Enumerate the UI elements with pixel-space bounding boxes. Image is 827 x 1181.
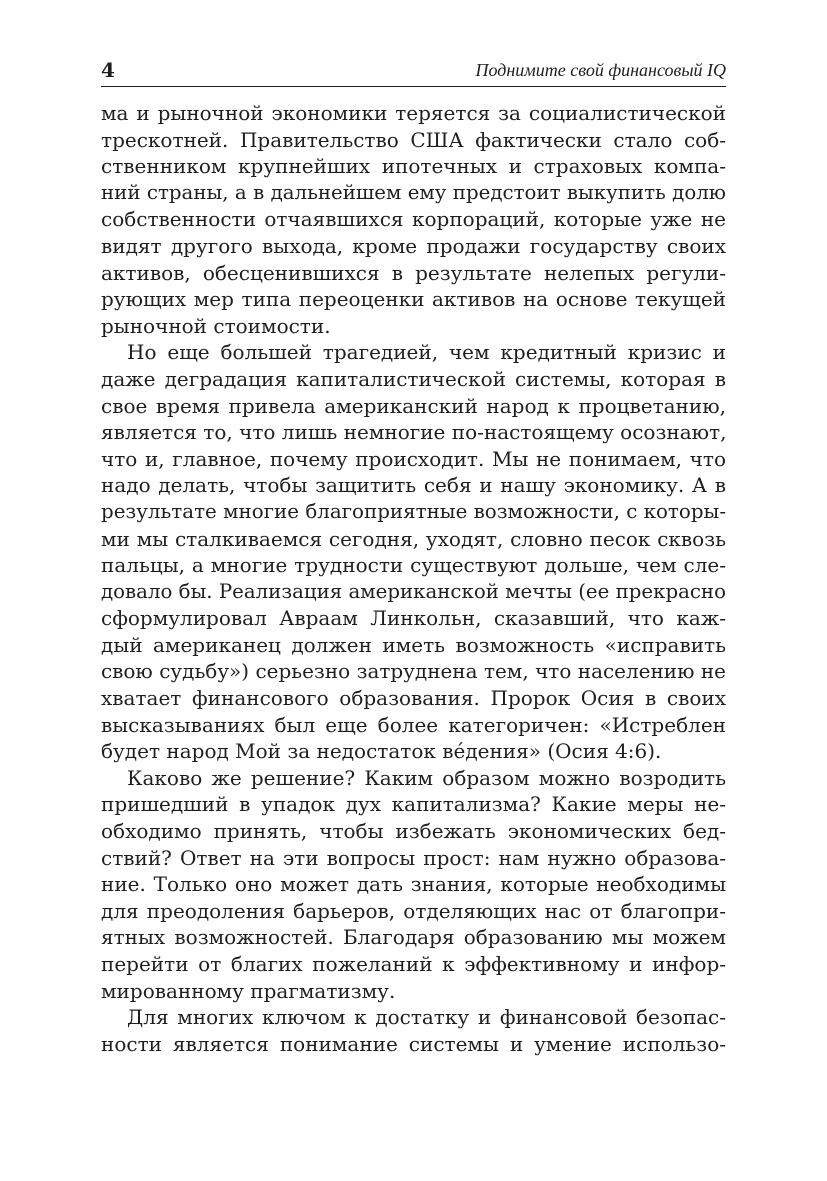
paragraph [101, 1004, 726, 1057]
text-line: дый американец должен иметь возможность «исправить [101, 632, 726, 657]
text-line: Но еще большей трагедией, чем кредитный кризис и [127, 340, 726, 365]
running-title: Поднимите свой финансовый IQ [475, 60, 726, 80]
page-header [101, 58, 726, 84]
text-line: что и, главное, почему происходит. Мы не понимаем, что [101, 446, 726, 471]
header-rule [101, 86, 726, 87]
text-line: хватает финансового образования. Пророк Осия в своих [101, 686, 726, 711]
text-line: перейти от благих пожеланий к эффективному и инфор- [101, 952, 726, 976]
text-line: рующих мер типа переоценки активов на основе текущей [101, 287, 726, 312]
text-line: свою судьбу») серьезно затруднена тем, что населению не [101, 659, 726, 684]
text-line: ма и рыночной экономики теряется за социалистической [101, 101, 726, 125]
text-line: активов, обесценившихся в результате нелепых регули- [101, 260, 726, 285]
text-line: высказываниях был еще более категоричен: «Истреблен [101, 712, 726, 737]
text-line: пришедший в упадок дух капитализма? Какие меры не- [101, 792, 726, 817]
text-line: ности является понимание системы и умение использо- [101, 1031, 726, 1056]
text-line: результате многие благоприятные возможности, с которы- [101, 499, 726, 523]
text-line: собственности отчаявшихся корпораций, которые уже не [101, 207, 726, 232]
text-line: видят другого выхода, кроме продажи государству своих [101, 233, 726, 258]
text-line: даже деградация капиталистической системы, которая в [101, 366, 726, 391]
text-line: ний страны, а в дальнейшем ему предстоит выкупить долю [101, 180, 726, 204]
text-line: ми мы сталкиваемся сегодня, уходят, словно песок сквозь [101, 526, 726, 551]
page-number: 4 [101, 58, 115, 82]
body-text [101, 100, 726, 1057]
text-line: трескотней. Правительство США фактически стало соб- [101, 127, 726, 152]
text-line: ственником крупнейших ипотечных и страховых компа- [101, 154, 726, 179]
text-line: Для многих ключом к достатку и финансовой безопас- [127, 1005, 726, 1030]
text-line: свое время привела американский народ к процветанию, [101, 393, 726, 418]
paragraph [101, 100, 726, 339]
text-line: ятных возможностей. Благодаря образованию мы можем [101, 925, 726, 950]
text-line: ствий? Ответ на эти вопросы прост: нам нужно образова- [101, 845, 726, 870]
text-line: надо делать, чтобы защитить себя и нашу экономику. А в [101, 473, 726, 498]
paragraph [101, 765, 726, 1004]
text-line: мированному прагматизму. [101, 978, 396, 1003]
text-line: является то, что лишь немногие по-настоящему осознают, [101, 420, 726, 445]
paragraph [101, 339, 726, 765]
text-line: обходимо принять, чтобы избежать экономических бед- [101, 819, 726, 844]
text-line: будет народ Мой за недостаток вéдения» (Осия 4:6). [101, 739, 662, 764]
text-line: для преодоления барьеров, отделяющих нас от благопри- [101, 898, 726, 923]
text-line: Каково же решение? Каким образом можно возродить [127, 765, 726, 790]
text-line: рыночной стоимости. [101, 313, 331, 338]
text-line: ние. Только оно может дать знания, которые необходимы [101, 872, 726, 897]
text-line: сформулировал Авраам Линкольн, сказавший, что каж- [101, 606, 726, 631]
text-line: пальцы, а многие трудности существуют дольше, чем сле- [101, 553, 726, 578]
text-line: довало бы. Реализация американской мечты (ее прекрасно [101, 579, 726, 603]
